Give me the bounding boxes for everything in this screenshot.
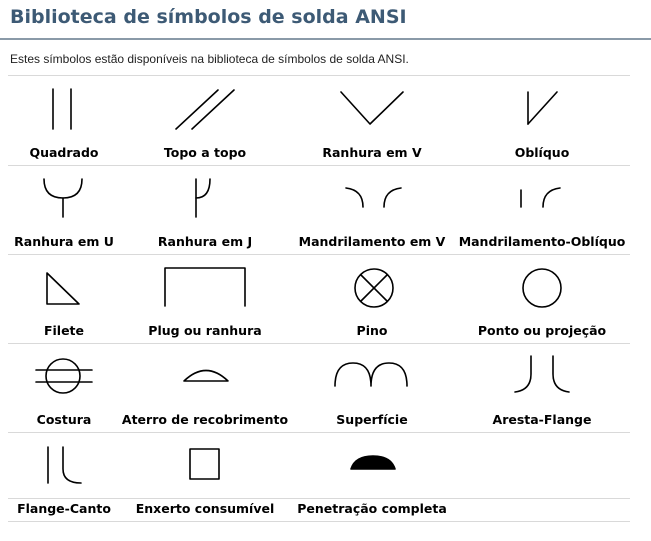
- symbol-label: Aresta-Flange: [492, 412, 592, 427]
- fillet-icon: [0, 261, 143, 321]
- page-title: Biblioteca de símbolos de solda ANSI: [10, 6, 407, 28]
- edge-flange-icon: [463, 350, 621, 410]
- symbol-cell-enxerto-consumivel: [126, 439, 284, 527]
- symbol-cell-mandrilamento-obliquo: [458, 172, 626, 260]
- seam-icon: [0, 350, 143, 410]
- stud-icon: [293, 261, 451, 321]
- symbol-label: Ranhura em U: [14, 234, 114, 249]
- symbol-cell-ponto-ou-projecao: [463, 261, 621, 349]
- symbol-label: Costura: [36, 412, 92, 427]
- symbol-label: Quadrado: [29, 145, 99, 160]
- symbol-cell-ranhura-em-j: [126, 172, 284, 260]
- symbol-label: Ranhura em V: [322, 145, 422, 160]
- symbol-cell-mandrilamento-em-v: [293, 172, 451, 260]
- symbol-label: Enxerto consumível: [135, 501, 275, 516]
- corner-flange-icon: [0, 439, 143, 499]
- symbol-label: Penetração completa: [297, 501, 447, 516]
- flare-v-icon: [293, 172, 451, 232]
- bevel-icon: [463, 83, 621, 143]
- symbol-label: Oblíquo: [514, 145, 570, 160]
- symbol-cell-aterro-de-recobrimento: [121, 350, 289, 438]
- butt-weld-icon: [126, 83, 284, 143]
- back-weld-icon: [126, 350, 284, 410]
- symbol-cell-ranhura-em-v: [293, 83, 451, 171]
- spot-projection-icon: [463, 261, 621, 321]
- symbol-label: Superfície: [336, 412, 408, 427]
- symbol-cell-obliquo: [463, 83, 621, 171]
- symbol-label: Aterro de recobrimento: [121, 412, 289, 427]
- symbol-cell-plug-ou-ranhura: [126, 261, 284, 349]
- symbol-cell-aresta-flange: [463, 350, 621, 438]
- square-weld-icon: [0, 83, 143, 143]
- symbol-cell-pino: [293, 261, 451, 349]
- symbol-label: Ponto ou projeção: [477, 323, 607, 338]
- symbol-label: Mandrilamento em V: [298, 234, 446, 249]
- intro-text: Estes símbolos estão disponíveis na biblioteca de símbolos de solda ANSI.: [10, 52, 409, 66]
- symbol-label: Plug ou ranhura: [148, 323, 262, 338]
- surfacing-icon: [293, 350, 451, 410]
- symbol-label: Flange-Canto: [17, 501, 111, 516]
- symbol-label: Topo a topo: [163, 145, 247, 160]
- symbol-cell-topo-a-topo: [126, 83, 284, 171]
- plug-slot-icon: [126, 261, 284, 321]
- symbol-label: Filete: [43, 323, 85, 338]
- row-divider: [8, 75, 630, 76]
- symbol-cell-penetracao-completa: [293, 439, 451, 527]
- symbol-label: Pino: [356, 323, 388, 338]
- u-groove-icon: [0, 172, 143, 232]
- v-groove-icon: [293, 83, 451, 143]
- flare-bevel-icon: [463, 172, 621, 232]
- consumable-insert-icon: [126, 439, 284, 499]
- complete-penetration-icon: [293, 439, 451, 499]
- j-groove-icon: [126, 172, 284, 232]
- symbol-label: Mandrilamento-Oblíquo: [458, 234, 626, 249]
- symbol-cell-superficie: [293, 350, 451, 438]
- symbol-label: Ranhura em J: [157, 234, 253, 249]
